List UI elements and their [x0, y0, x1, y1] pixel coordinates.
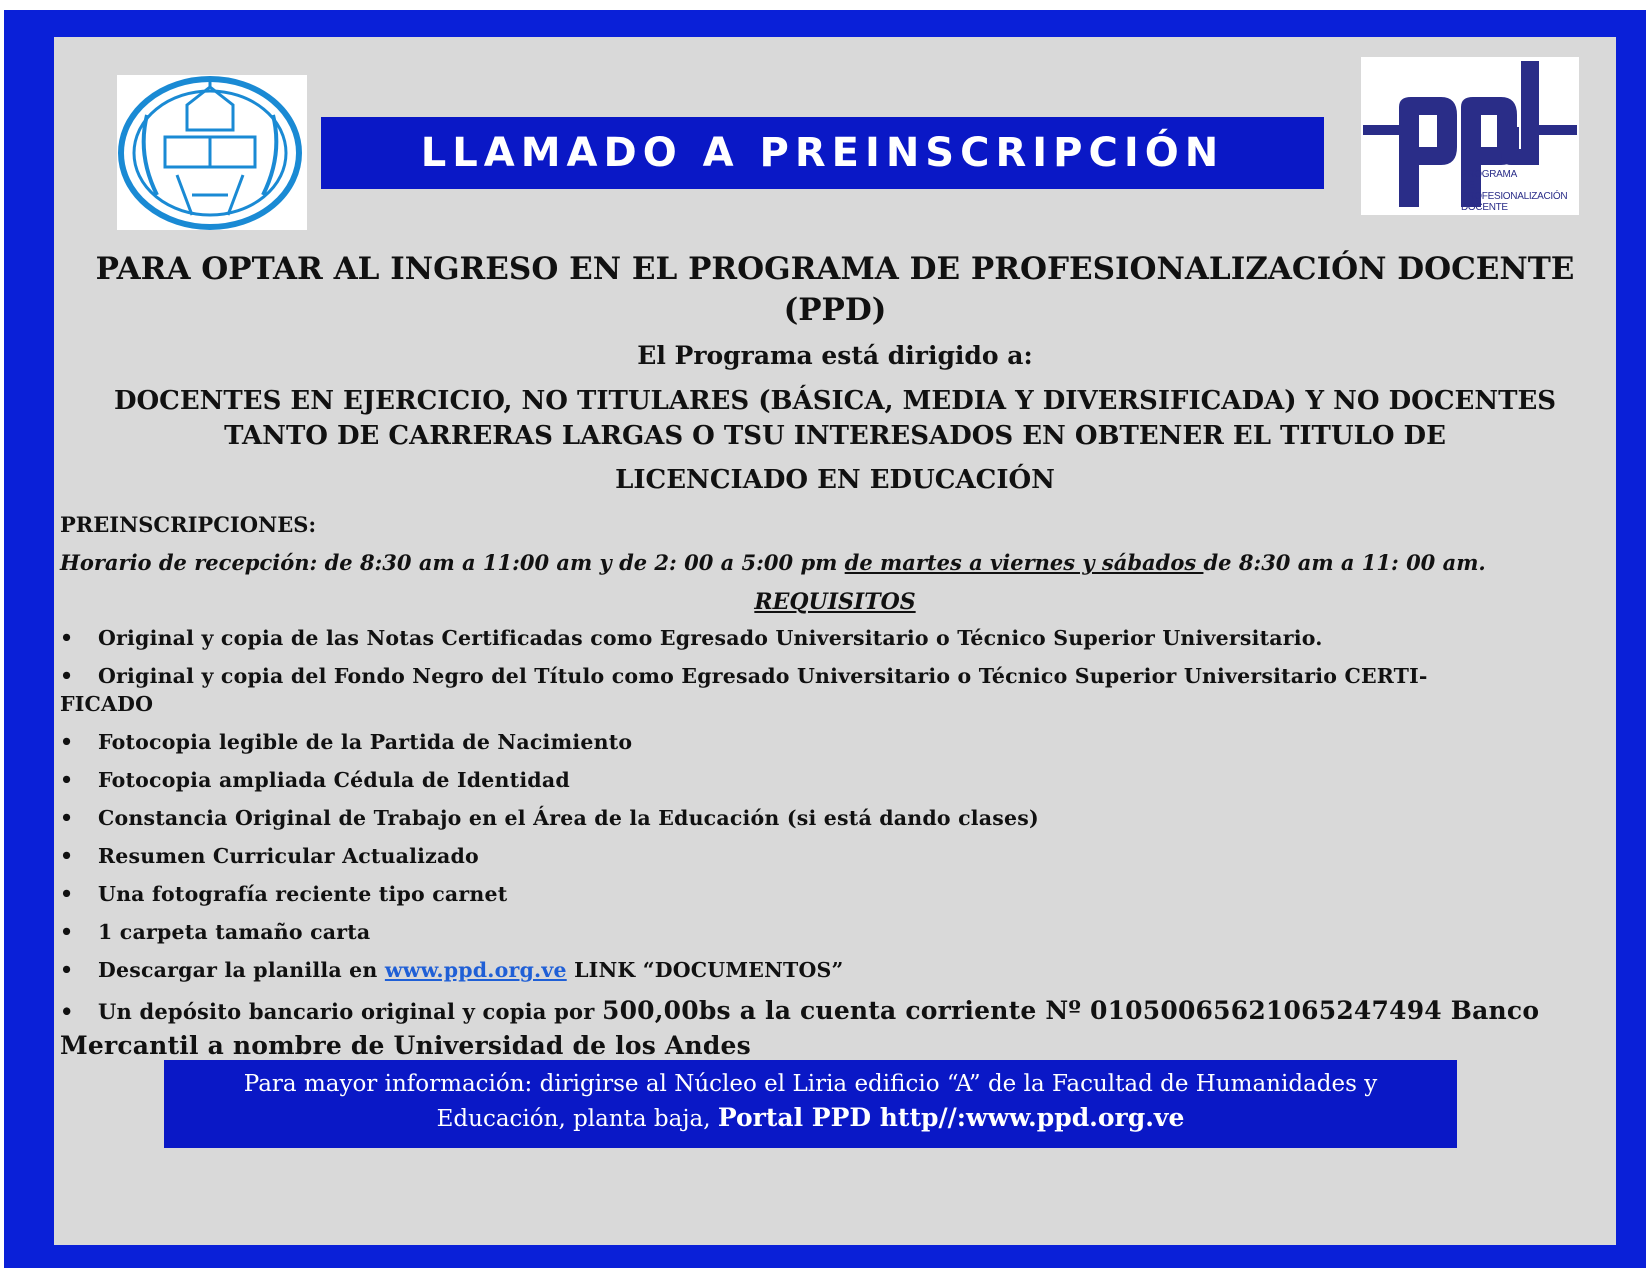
- bullet-icon: •: [60, 664, 74, 688]
- university-seal-icon: [117, 75, 307, 230]
- bullet-icon: •: [60, 958, 74, 982]
- list-item-text: Original y copia del Fondo Negro del Título como Egresado Universitario o Técnico Superior Universitario CERTI-: [98, 664, 1428, 688]
- more-info-box: [164, 1060, 1457, 1148]
- list-item-text: Fotocopia legible de la Partida de Nacimiento: [98, 730, 633, 754]
- target-audience: [54, 384, 1616, 454]
- more-info-text: Educación, planta baja,: [436, 1106, 718, 1132]
- list-item: [60, 662, 1610, 718]
- program-heading-line: (PPD): [783, 292, 887, 328]
- bullet-icon: •: [60, 768, 74, 792]
- hours-days: de martes a viernes y sábados: [844, 550, 1204, 575]
- page-title: LLAMADO A PREINSCRIPCIÓN: [321, 117, 1324, 189]
- ppd-caption-line: DE PROFESIONALIZACIÓN: [1461, 180, 1568, 202]
- target-degree: LICENCIADO EN EDUCACIÓN: [615, 465, 1055, 495]
- list-item: [60, 766, 1610, 794]
- preinscriptions-label: PREINSCRIPCIONES:: [60, 512, 317, 537]
- more-info-line: Para mayor información: dirigirse al Núcleo el Liria edificio “A” de la Facultad de Humanidades y: [243, 1071, 1378, 1097]
- list-item: [60, 624, 1610, 652]
- list-item-text: FICADO: [60, 692, 154, 716]
- list-item-text: Original y copia de las Notas Certificadas como Egresado Universitario o Técnico Superior Universitario.: [98, 626, 1323, 650]
- list-item: [60, 842, 1610, 870]
- requirements-list: [60, 624, 1610, 1063]
- bullet-icon: •: [60, 999, 74, 1024]
- download-text: LINK “DOCUMENTOS”: [566, 958, 844, 982]
- directed-to-label: El Programa está dirigido a:: [637, 341, 1033, 370]
- deposit-text: Un depósito bancario original y copia por: [98, 999, 602, 1024]
- ppd-caption-line: DOCENTE: [1461, 202, 1508, 213]
- ppd-logo: [1361, 57, 1579, 215]
- bullet-icon: •: [60, 882, 74, 906]
- list-item: [60, 918, 1610, 946]
- ppd-caption-line: PROGRAMA: [1461, 169, 1517, 180]
- bullet-icon: •: [60, 626, 74, 650]
- list-item: [60, 804, 1610, 832]
- list-item: [60, 728, 1610, 756]
- deposit-account: 500,00bs a la cuenta corriente Nº 01050065621065247494 Banco: [601, 996, 1540, 1025]
- bullet-icon: •: [60, 806, 74, 830]
- download-text: Descargar la planilla en: [98, 958, 385, 982]
- program-heading: [54, 249, 1616, 331]
- reception-hours: [60, 548, 1486, 578]
- list-item: [60, 956, 1610, 984]
- ppd-caption: [1461, 169, 1579, 213]
- list-item: [60, 994, 1610, 1063]
- more-info-line: [164, 1101, 1457, 1136]
- flyer-panel: [54, 37, 1616, 1245]
- deposit-account: Mercantil a nombre de Universidad de los Andes: [60, 1031, 751, 1060]
- list-item-text: Constancia Original de Trabajo en el Área de la Educación (si está dando clases): [98, 806, 1039, 830]
- list-item: [60, 880, 1610, 908]
- list-item-text: Resumen Curricular Actualizado: [98, 844, 479, 868]
- list-item-text: Fotocopia ampliada Cédula de Identidad: [98, 768, 570, 792]
- university-logo: [117, 75, 307, 230]
- ppd-website-link[interactable]: www.ppd.org.ve: [384, 958, 567, 982]
- hours-saturday: de 8:30 am a 11: 00 am.: [1203, 550, 1486, 575]
- portal-url: Portal PPD http//:www.ppd.org.ve: [717, 1103, 1185, 1132]
- outer-frame: [4, 10, 1646, 1268]
- requirements-title: REQUISITOS: [754, 589, 916, 615]
- bullet-icon: •: [60, 844, 74, 868]
- hours-text: Horario de recepción: de 8:30 am a 11:00 am y de 2: 00 a 5:00 pm: [60, 550, 845, 575]
- target-audience-line: DOCENTES EN EJERCICIO, NO TITULARES (BÁSICA, MEDIA Y DIVERSIFICADA) Y NO DOCENTES: [113, 386, 1557, 416]
- program-heading-line: PARA OPTAR AL INGRESO EN EL PROGRAMA DE PROFESIONALIZACIÓN DOCENTE: [95, 251, 1575, 287]
- target-audience-line: TANTO DE CARRERAS LARGAS O TSU INTERESADOS EN OBTENER EL TITULO DE: [224, 421, 1446, 451]
- bullet-icon: •: [60, 920, 74, 944]
- list-item-text: 1 carpeta tamaño carta: [98, 920, 371, 944]
- bullet-icon: •: [60, 730, 74, 754]
- list-item-text: Una fotografía reciente tipo carnet: [98, 882, 508, 906]
